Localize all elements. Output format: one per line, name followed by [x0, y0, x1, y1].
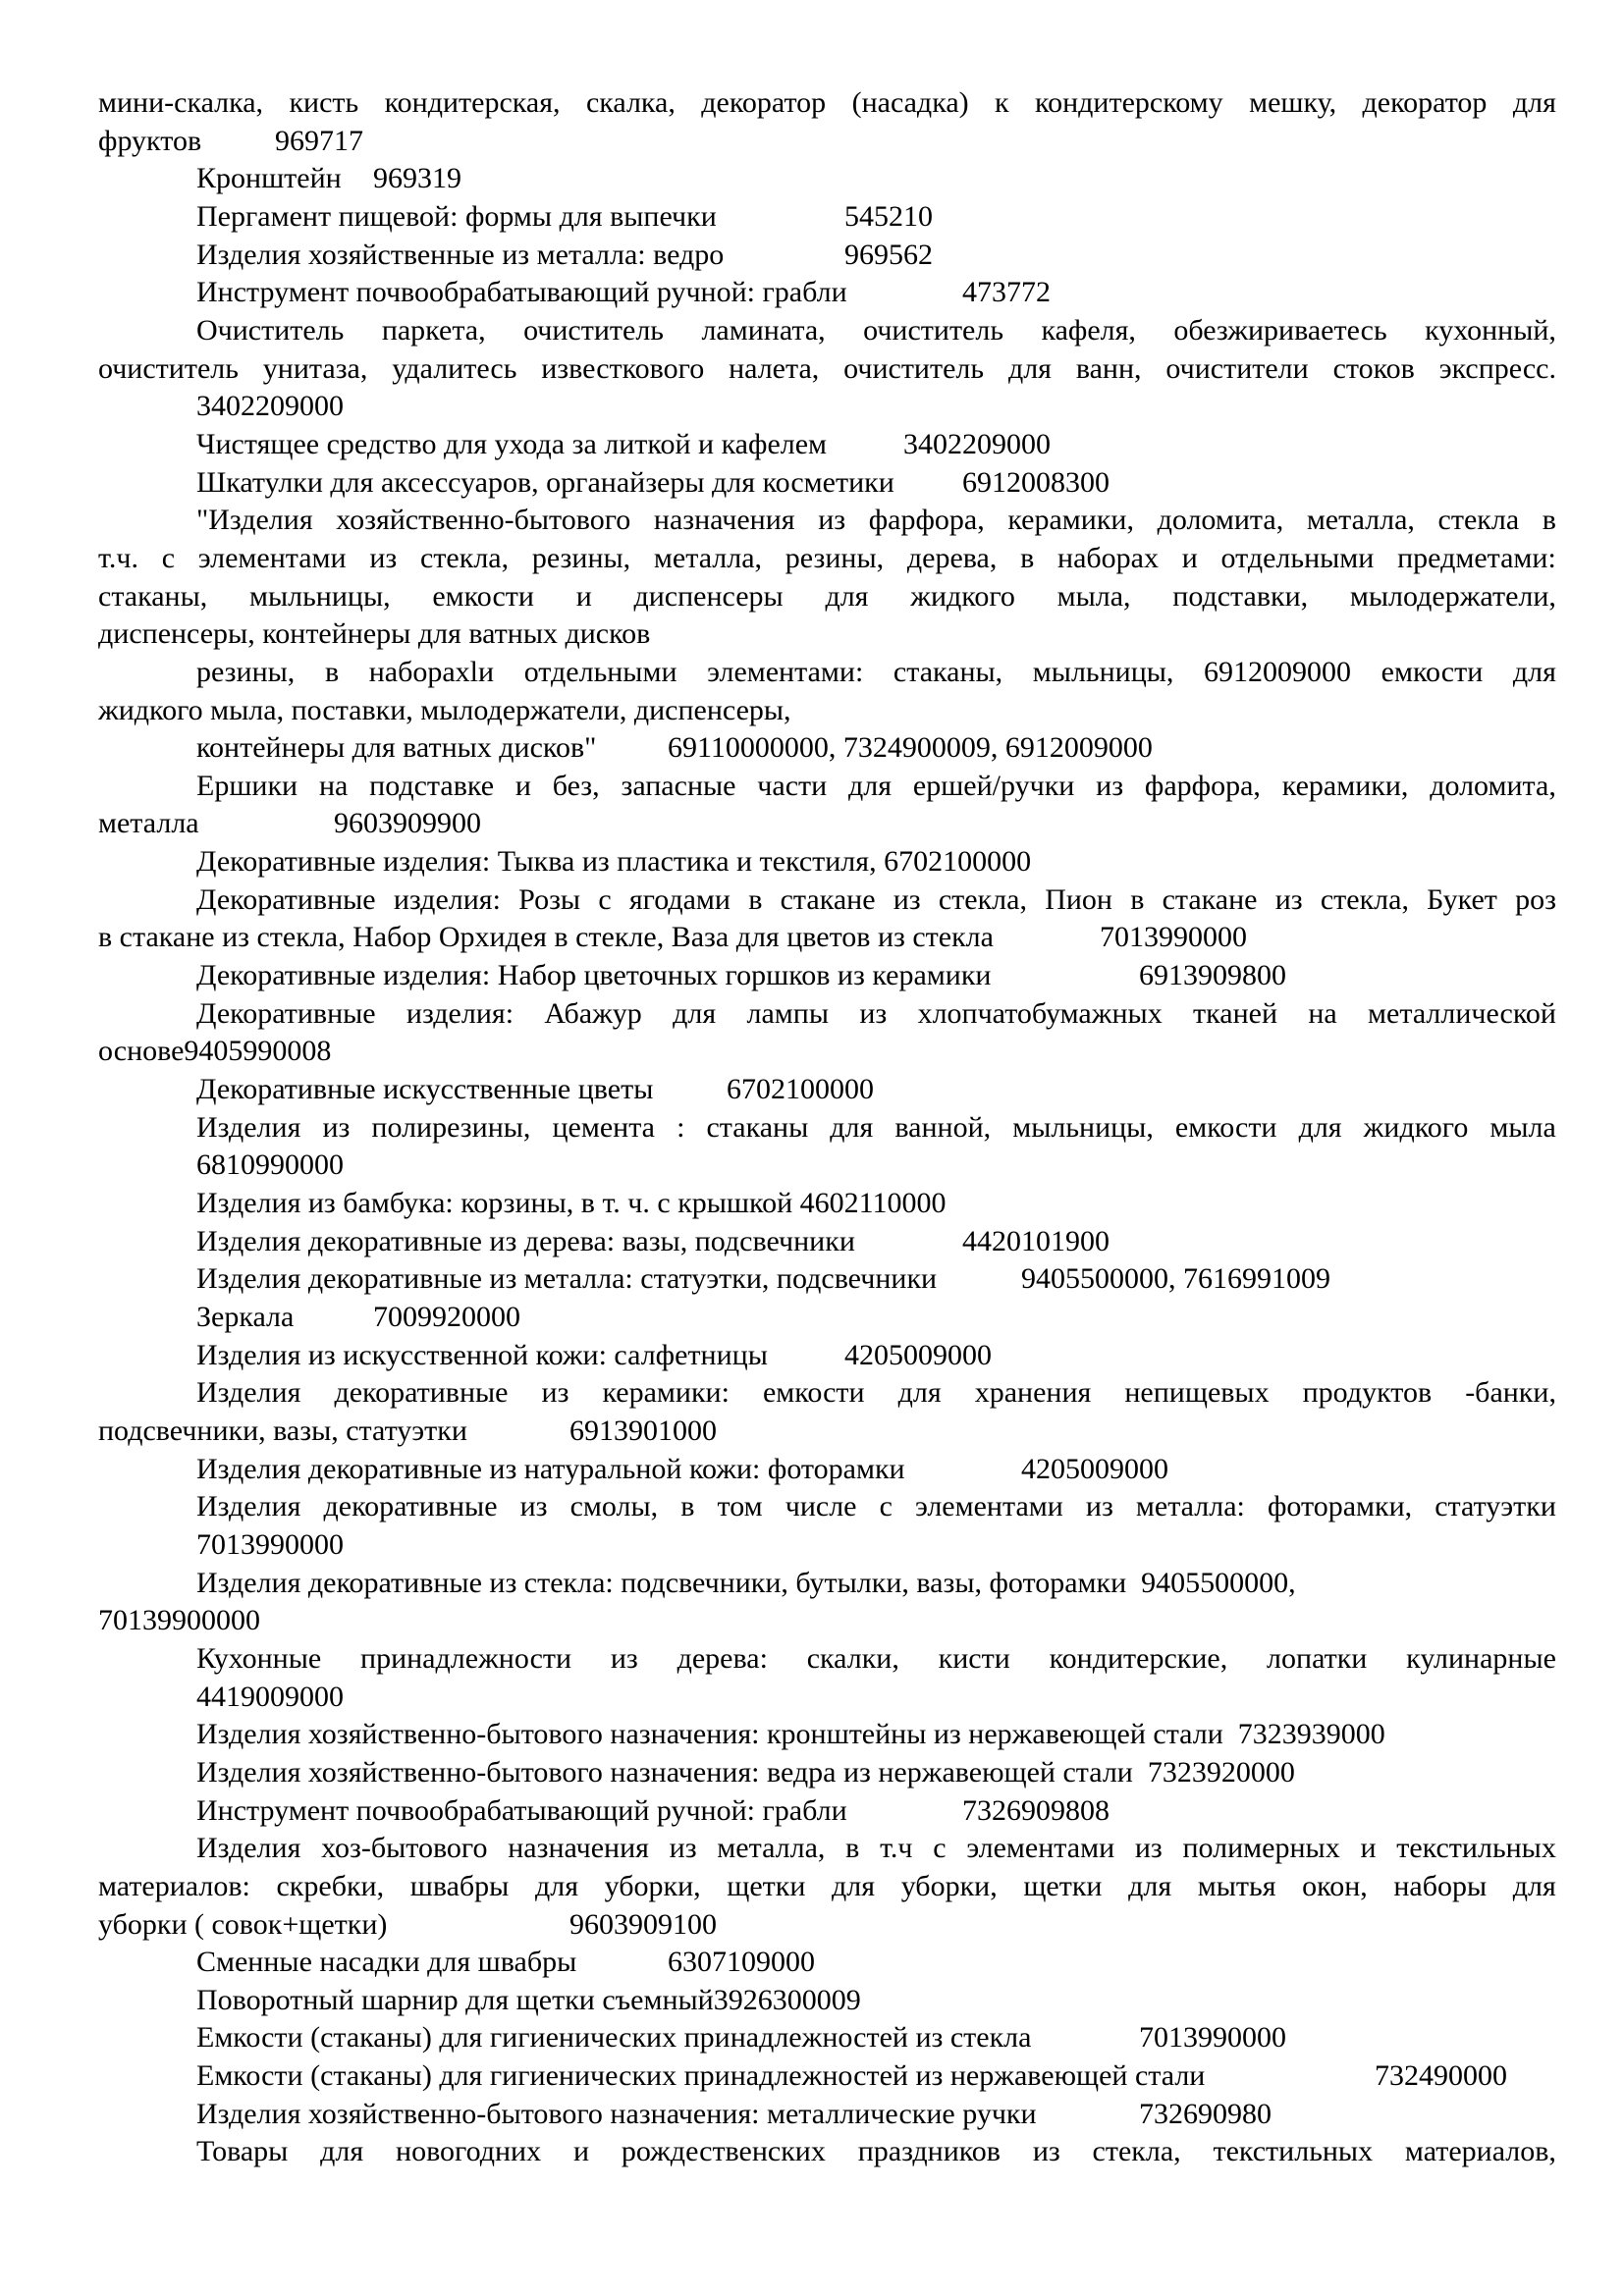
- word: металла:: [1135, 1490, 1245, 1523]
- word: для: [320, 2135, 364, 2168]
- word: мыльницы,: [1032, 655, 1174, 688]
- word: части: [757, 769, 828, 802]
- text-line: Изделия декоративные из стекла: подсвечники, бутылки, вазы, фоторамки 9405500000,: [196, 1566, 1296, 1599]
- word: щетки: [1023, 1869, 1103, 1902]
- word: очиститель: [863, 313, 1004, 347]
- word: и: [575, 579, 592, 613]
- text-line: [98, 995, 1556, 1034]
- word: керамики:: [602, 1376, 730, 1410]
- word: изделия:: [406, 996, 514, 1030]
- word: декоративные: [323, 1490, 498, 1523]
- word: Изделия: [196, 1110, 301, 1144]
- word: в: [1542, 504, 1556, 537]
- word: с: [598, 882, 612, 916]
- word: отдельными: [1220, 541, 1375, 574]
- word: керамики,: [1281, 769, 1409, 802]
- word: очиститель: [523, 313, 664, 347]
- word: Пион: [1045, 882, 1112, 916]
- word: кухонный,: [1425, 313, 1556, 347]
- word: для: [1512, 1869, 1556, 1902]
- text-line: [98, 540, 1556, 578]
- word: из: [1096, 769, 1124, 802]
- word: кондитерскому: [1035, 86, 1223, 119]
- word: в: [748, 882, 763, 916]
- text-line: Изделия из бамбука: корзины, в т. ч. с крышкой 4602110000: [196, 1187, 947, 1220]
- word: роз: [1515, 882, 1556, 916]
- word: унитаза,: [262, 351, 368, 385]
- word: паркета,: [381, 313, 486, 347]
- text-line: [98, 2133, 1556, 2171]
- text-line: Поворотный шарнир для щетки съемный3926300009: [196, 1983, 861, 2016]
- word: из: [1032, 2135, 1060, 2168]
- word: лопатки: [1267, 1641, 1368, 1675]
- word: диспенсеры: [633, 579, 784, 613]
- text-line: Изделия хозяйственно-бытового назначения: кронштейны из нержавеющей стали 7323939000: [196, 1718, 1385, 1751]
- text-line: Емкости (стаканы) для гигиенических принадлежностей из нержавеющей стали 732490000: [196, 2059, 1507, 2093]
- word: подставки,: [1172, 579, 1309, 613]
- text-line: Инструмент почвообрабатывающий ручной: грабли 473772: [196, 276, 1051, 309]
- word: материалов,: [1404, 2135, 1556, 2168]
- text-line: [98, 350, 1556, 389]
- word: хозяйственно-бытового: [336, 504, 631, 537]
- word: статуэтки: [1435, 1490, 1556, 1523]
- word: лампы: [746, 996, 829, 1030]
- word: в: [845, 1832, 860, 1865]
- word: стекла,: [1092, 2135, 1181, 2168]
- word: емкости: [1380, 655, 1484, 688]
- word: к: [995, 86, 1009, 119]
- word: кондитерская,: [384, 86, 561, 119]
- word: мылодержатели,: [1349, 579, 1556, 613]
- word: Изделия: [196, 1832, 301, 1865]
- text-line: Кронштейн 969319: [196, 162, 461, 195]
- text-line: Изделия хозяйственно-бытового назначения: металлические ручки 732690980: [196, 2097, 1272, 2130]
- text-line: [98, 84, 1556, 123]
- word: мыльницы,: [1012, 1110, 1154, 1144]
- text-line: Пергамент пищевой: формы для выпечки 545210: [196, 199, 933, 233]
- word: кисти: [938, 1641, 1010, 1675]
- text-line: уборки ( совок+щетки) 9603909100: [98, 1907, 717, 1941]
- word: Декоративные: [196, 996, 376, 1030]
- text-line: Зеркала 7009920000: [196, 1301, 520, 1333]
- text-line: основе9405990008: [98, 1035, 332, 1068]
- text-line: Декоративные искусственные цветы 6702100000: [196, 1073, 874, 1106]
- word: в: [680, 1490, 695, 1523]
- word: (насадка): [851, 86, 969, 119]
- word: Розы: [518, 882, 581, 916]
- text-line: 4419009000: [196, 1680, 344, 1713]
- word: металлической: [1368, 996, 1556, 1030]
- word: керамики,: [1007, 504, 1134, 537]
- word: резины,: [531, 541, 631, 574]
- word: элементами: [915, 1490, 1063, 1523]
- word: металла,: [717, 1832, 826, 1865]
- word: и: [1181, 541, 1198, 574]
- word: из: [369, 541, 398, 574]
- word: ершей/ручки: [912, 769, 1075, 802]
- word: из: [1134, 1832, 1163, 1865]
- word: текстильных: [1213, 2135, 1374, 2168]
- word: очиститель: [98, 351, 239, 385]
- word: мыла,: [1056, 579, 1131, 613]
- word: продуктов: [1302, 1376, 1433, 1410]
- word: декоратор: [1362, 86, 1488, 119]
- word: фарфора,: [1144, 769, 1261, 802]
- word: из: [519, 1490, 548, 1523]
- word: ягодами: [628, 882, 731, 916]
- word: непищевых: [1124, 1376, 1270, 1410]
- text-line: [98, 1374, 1556, 1413]
- word: стекла: [1437, 504, 1520, 537]
- text-line: металла 9603909900: [98, 807, 481, 840]
- word: ламината,: [701, 313, 826, 347]
- text-line: [98, 1109, 1556, 1148]
- word: тканей: [1193, 996, 1278, 1030]
- text-line: [98, 312, 1556, 350]
- word: из: [859, 996, 888, 1030]
- word: и: [572, 2135, 589, 2168]
- word: ванн,: [1075, 351, 1142, 385]
- text-line: Емкости (стаканы) для гигиенических принадлежностей из стекла 7013990000: [196, 2021, 1286, 2055]
- word: элементами: [197, 541, 347, 574]
- word: из: [893, 882, 921, 916]
- word: материалов:: [98, 1869, 250, 1902]
- word: из: [322, 1110, 351, 1144]
- word: стакане: [1162, 882, 1258, 916]
- word: хоз-бытового: [321, 1832, 488, 1865]
- word: очиститель: [843, 351, 985, 385]
- word: стаканы: [706, 1110, 809, 1144]
- word: для: [848, 769, 893, 802]
- word: хлопчатобумажных: [917, 996, 1163, 1030]
- word: швабры: [409, 1869, 510, 1902]
- word: стекла,: [1320, 882, 1409, 916]
- word: предметами:: [1397, 541, 1556, 574]
- text-line: Инструмент почвообрабатывающий ручной: грабли 7326909808: [196, 1793, 1110, 1827]
- word: запасные: [621, 769, 736, 802]
- word: наборахlи: [368, 655, 495, 688]
- word: мешку,: [1249, 86, 1337, 119]
- word: подставке: [369, 769, 495, 802]
- word: в: [1020, 541, 1035, 574]
- word: без,: [552, 769, 600, 802]
- word: стекла,: [420, 541, 510, 574]
- word: принадлежности: [360, 1641, 572, 1675]
- text-line: контейнеры для ватных дисков" 69110000000, 7324900009, 6912009000: [196, 731, 1153, 765]
- word: смолы,: [569, 1490, 659, 1523]
- word: элементами: [966, 1832, 1115, 1865]
- word: на: [1308, 996, 1337, 1030]
- word: обезжириваетесь: [1173, 313, 1387, 347]
- word: "Изделия: [196, 504, 313, 537]
- text-line: Чистящее средство для ухода за литкой и кафелем 3402209000: [196, 427, 1051, 460]
- word: и: [514, 769, 531, 802]
- word: из: [1085, 1490, 1113, 1523]
- word: дерева,: [906, 541, 998, 574]
- word: для: [534, 1869, 578, 1902]
- word: емкости: [432, 579, 534, 613]
- word: с: [879, 1490, 893, 1523]
- word: из: [669, 1832, 697, 1865]
- word: для: [1512, 655, 1556, 688]
- text-line: [98, 578, 1556, 616]
- word: из: [818, 504, 846, 537]
- word: резины,: [785, 541, 885, 574]
- text-line: фруктов 969717: [98, 124, 363, 157]
- word: праздников: [857, 2135, 1001, 2168]
- word: на: [318, 769, 349, 802]
- word: из: [610, 1641, 638, 1675]
- word: наборах: [1057, 541, 1159, 574]
- word: резины,: [196, 655, 296, 688]
- word: рождественских: [621, 2135, 826, 2168]
- text-line: подсвечники, вазы, статуэтки 6913901000: [98, 1414, 717, 1447]
- word: скалки,: [806, 1641, 899, 1675]
- word: скребки,: [276, 1869, 385, 1902]
- text-line: Изделия декоративные из дерева: вазы, подсвечники 4420101900: [196, 1224, 1110, 1257]
- word: Ершики: [196, 769, 298, 802]
- word: очистители: [1165, 351, 1309, 385]
- text-line: Декоративные изделия: Набор цветочных горшков из керамики 6913909800: [196, 959, 1286, 992]
- word: ванной,: [894, 1110, 992, 1144]
- word: для: [897, 1376, 942, 1410]
- word: для: [1128, 1869, 1172, 1902]
- word: металла,: [653, 541, 763, 574]
- word: доломита,: [1430, 769, 1556, 802]
- word: уборки,: [900, 1869, 998, 1902]
- word: дерева:: [677, 1641, 768, 1675]
- word: мини-скалка,: [98, 86, 264, 119]
- word: для: [1298, 1110, 1342, 1144]
- word: Декоративные: [196, 882, 376, 916]
- text-line: [98, 1488, 1556, 1526]
- word: металла,: [1306, 504, 1415, 537]
- word: для: [673, 996, 717, 1030]
- word: хранения: [974, 1376, 1092, 1410]
- word: элементами:: [707, 655, 864, 688]
- text-line: Изделия декоративные из металла: статуэтки, подсвечники 9405500000, 7616991009: [196, 1262, 1330, 1296]
- word: налета,: [729, 351, 820, 385]
- word: для: [1512, 86, 1556, 119]
- word: в: [1130, 882, 1145, 916]
- word: Изделия: [196, 1376, 301, 1410]
- word: фарфора,: [868, 504, 985, 537]
- word: емкости: [1174, 1110, 1277, 1144]
- text-line: в стакане из стекла, Набор Орхидея в стекле, Ваза для цветов из стекла 7013990000: [98, 921, 1247, 954]
- word: мыла: [1489, 1110, 1556, 1144]
- word: наборы: [1393, 1869, 1488, 1902]
- word: удалитесь: [392, 351, 517, 385]
- word: стаканы,: [98, 579, 208, 613]
- word: кондитерские,: [1049, 1641, 1228, 1675]
- word: стекла,: [938, 882, 1027, 916]
- text-line: Изделия хозяйственно-бытового назначения: ведра из нержавеющей стали 7323920000: [196, 1755, 1295, 1789]
- word: т.ч.: [98, 541, 138, 574]
- word: в: [324, 655, 340, 688]
- word: :: [677, 1110, 685, 1144]
- text-line: Изделия декоративные из натуральной кожи: фоторамки 4205009000: [196, 1452, 1168, 1485]
- word: доломита,: [1157, 504, 1284, 537]
- word: 6912009000: [1204, 655, 1352, 688]
- word: стаканы,: [893, 655, 1003, 688]
- text-line: [98, 502, 1556, 540]
- text-line: Шкатулки для аксессуаров, органайзеры для косметики 6912008300: [196, 465, 1110, 499]
- word: для: [830, 1110, 874, 1144]
- word: мытья: [1197, 1869, 1276, 1902]
- text-line: 3402209000: [196, 390, 344, 423]
- word: уборки,: [604, 1869, 701, 1902]
- word: -банки,: [1465, 1376, 1556, 1410]
- word: Абажур: [544, 996, 642, 1030]
- word: экспресс.: [1438, 351, 1556, 385]
- word: декоратор: [701, 86, 827, 119]
- word: Кухонные: [196, 1641, 322, 1675]
- text-line: 6810990000: [196, 1148, 344, 1182]
- word: кулинарные: [1406, 1641, 1556, 1675]
- word: кафеля,: [1041, 313, 1136, 347]
- word: емкости: [762, 1376, 865, 1410]
- text-line: [98, 654, 1556, 692]
- word: из: [541, 1376, 569, 1410]
- word: кисть: [289, 86, 359, 119]
- word: назначения: [508, 1832, 649, 1865]
- word: и: [1360, 1832, 1377, 1865]
- word: Товары: [196, 2135, 289, 2168]
- word: скалка,: [585, 86, 676, 119]
- word: Букет: [1427, 882, 1497, 916]
- word: новогодних: [396, 2135, 542, 2168]
- text-line: 70139900000: [98, 1604, 260, 1637]
- text-line: [98, 768, 1556, 806]
- text-line: жидкого мыла, поставки, мылодержатели, диспенсеры,: [98, 693, 791, 726]
- text-line: [98, 881, 1556, 920]
- word: т.ч: [880, 1832, 913, 1865]
- word: с: [933, 1832, 947, 1865]
- word: окон,: [1302, 1869, 1368, 1902]
- word: для: [825, 579, 869, 613]
- word: стакане: [780, 882, 876, 916]
- text-line: Изделия из искусственной кожи: салфетницы 4205009000: [196, 1338, 992, 1371]
- word: текстильных: [1396, 1832, 1556, 1865]
- word: стоков: [1332, 351, 1415, 385]
- word: для: [832, 1869, 876, 1902]
- word: назначения: [653, 504, 795, 537]
- text-line: [98, 1640, 1556, 1679]
- word: с: [161, 541, 176, 574]
- word: Очиститель: [196, 313, 345, 347]
- word: цемента: [552, 1110, 655, 1144]
- word: изделия:: [393, 882, 501, 916]
- text-line: Сменные насадки для швабры 6307109000: [196, 1946, 815, 1979]
- text-line: диспенсеры, контейнеры для ватных дисков: [98, 617, 651, 651]
- word: жидкого: [1363, 1110, 1469, 1144]
- word: фоторамки,: [1267, 1490, 1413, 1523]
- word: Изделия: [196, 1490, 301, 1523]
- word: полирезины,: [371, 1110, 531, 1144]
- word: декоративные: [334, 1376, 509, 1410]
- text-line: Изделия хозяйственные из металла: ведро 969562: [196, 238, 933, 271]
- word: для: [1007, 351, 1052, 385]
- word: том: [717, 1490, 763, 1523]
- word: числе: [785, 1490, 857, 1523]
- text-line: [98, 1830, 1556, 1868]
- word: щетки: [727, 1869, 806, 1902]
- word: полимерных: [1182, 1832, 1340, 1865]
- text-line: Декоративные изделия: Тыква из пластика и текстиля, 6702100000: [196, 845, 1032, 879]
- word: известкового: [541, 351, 705, 385]
- word: из: [1274, 882, 1303, 916]
- word: жидкого: [910, 579, 1015, 613]
- text-line: [98, 1868, 1556, 1906]
- word: отдельными: [523, 655, 677, 688]
- word: мыльницы,: [249, 579, 391, 613]
- text-line: 7013990000: [196, 1527, 344, 1561]
